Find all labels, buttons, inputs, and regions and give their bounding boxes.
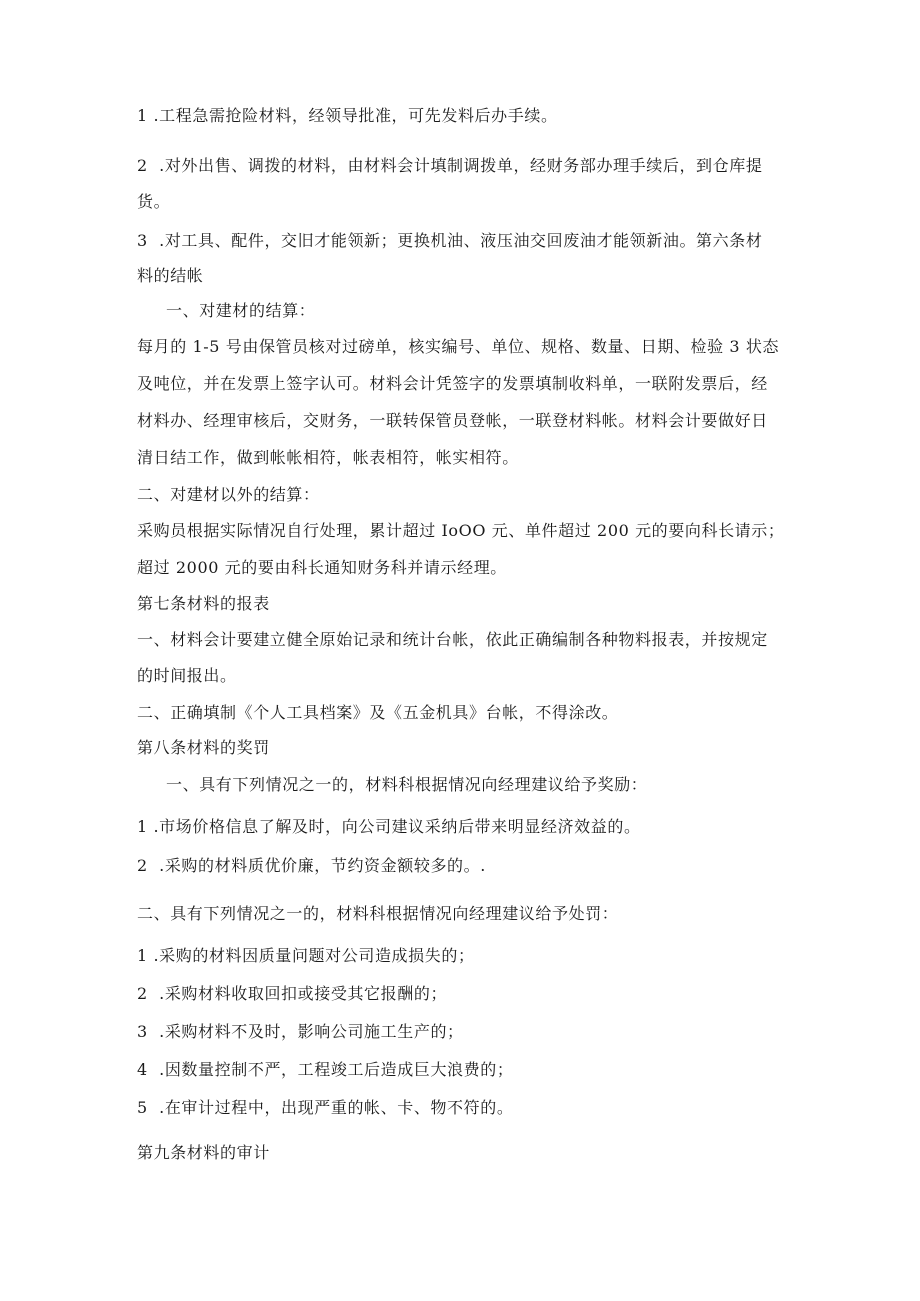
section-heading: 二、对建材以外的结算：	[137, 485, 320, 504]
article-heading: 第八条材料的奖罚	[137, 738, 270, 757]
text-line: 2 .对外出售、调拨的材料，由材料会计填制调拨单，经财务部办理手续后，到仓库提	[137, 156, 763, 175]
text-line: 3 .对工具、配件，交旧才能领新；更换机油、液压油交回废油才能领新油。第六条材	[137, 231, 763, 250]
text-line: 二、正确填制《个人工具档案》及《五金机具》台帐，不得涂改。	[137, 703, 619, 722]
text-line: 4 .因数量控制不严，工程竣工后造成巨大浪费的；	[137, 1060, 514, 1079]
text-line: 1 .采购的材料因质量问题对公司造成损失的；	[137, 946, 475, 965]
text-line: 货。	[137, 192, 171, 211]
text-line: 超过 2000 元的要由科长通知财务科并请示经理。	[137, 558, 507, 577]
article-heading: 第九条材料的审计	[137, 1143, 270, 1162]
text-line: 2 .采购的材料质优价廉，节约资金额较多的。.	[137, 856, 486, 875]
text-line: 采购员根据实际情况自行处理，累计超过 IoOO 元、单件超过 200 元的要向科长请示；	[137, 521, 785, 540]
text-line: 料的结帐	[137, 266, 204, 285]
text-line: 一、材料会计要建立健全原始记录和统计台帐，依此正确编制各种物料报表，并按规定	[137, 630, 768, 649]
text-line: 及吨位，并在发票上签字认可。材料会计凭签字的发票填制收料单，一联附发票后，经	[137, 374, 768, 393]
section-heading: 二、具有下列情况之一的，材料科根据情况向经理建议给予处罚：	[137, 904, 619, 923]
text-line: 1 .工程急需抢险材料，经领导批准，可先发料后办手续。	[137, 106, 558, 125]
text-line: 5 .在审计过程中，出现严重的帐、卡、物不符的。	[137, 1098, 514, 1117]
text-line: 3 .采购材料不及时，影响公司施工生产的；	[137, 1022, 464, 1041]
text-line: 材料办、经理审核后，交财务，一联转保管员登帐，一联登材料帐。材料会计要做好日	[137, 411, 768, 430]
text-line: 清日结工作，做到帐帐相符，帐表相符，帐实相符。	[137, 448, 519, 467]
text-line: 2 .采购材料收取回扣或接受其它报酬的；	[137, 984, 448, 1003]
text-line: 1 .市场价格信息了解及时，向公司建议采纳后带来明显经济效益的。	[137, 817, 641, 836]
text-line: 的时间报出。	[137, 666, 237, 685]
article-heading: 第七条材料的报表	[137, 594, 270, 613]
section-heading: 一、对建材的结算：	[166, 301, 316, 320]
section-heading: 一、具有下列情况之一的，材料科根据情况向经理建议给予奖励：	[166, 775, 648, 794]
text-line: 每月的 1-5 号由保管员核对过磅单，核实编号、单位、规格、数量、日期、检验 3 状态	[137, 337, 780, 356]
